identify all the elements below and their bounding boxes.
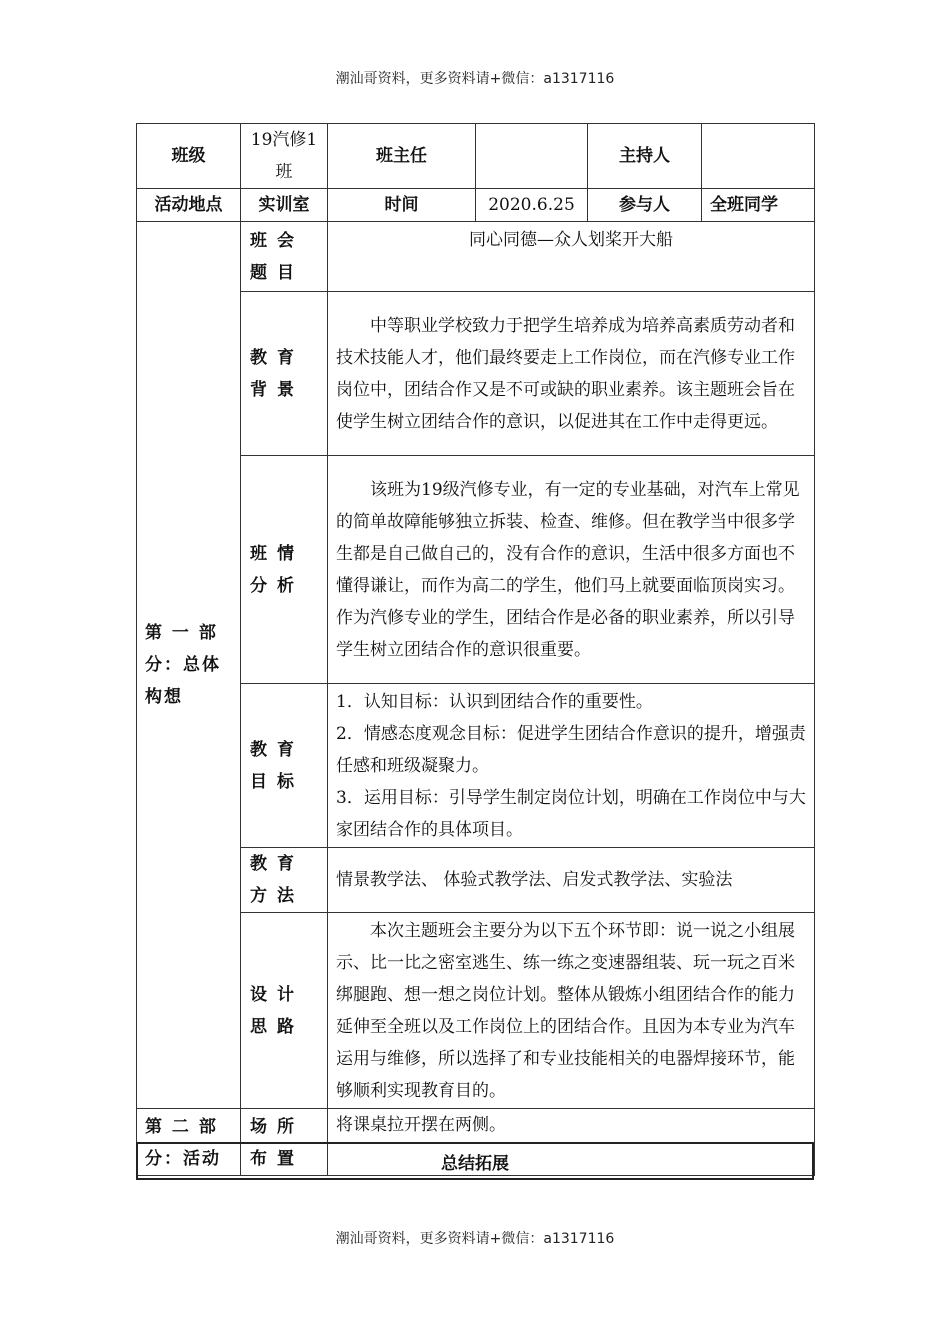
place-label: 活动地点 xyxy=(137,189,241,222)
part1-label: 第 一 部 分：总体构想 xyxy=(137,222,241,1109)
participants-value: 全班同学 xyxy=(702,189,815,222)
watermark-bottom: 潮汕哥资料，更多资料请+微信：a1317116 xyxy=(335,1231,615,1247)
venue-label: 场所布置 xyxy=(241,1109,328,1176)
teacher-value xyxy=(476,124,588,189)
design-label: 设计思路 xyxy=(241,913,328,1109)
background-label: 教育背景 xyxy=(241,292,328,456)
place-value: 实训室 xyxy=(241,189,328,222)
host-label: 主持人 xyxy=(588,124,702,189)
class-meeting-plan-table xyxy=(136,123,815,1176)
class-value: 19汽修1班 xyxy=(241,124,328,189)
goal-item: 2．情感态度观念目标：促进学生团结合作意识的提升，增强责任感和班级凝聚力。 xyxy=(336,723,806,776)
goals-list xyxy=(328,684,815,848)
goals-label: 教育目标 xyxy=(241,684,328,848)
topic-label: 班会题目 xyxy=(241,222,328,292)
methods-label: 教育方法 xyxy=(241,848,328,913)
topic-value: 同心同德—众人划桨开大船 xyxy=(328,222,815,292)
class-label: 班级 xyxy=(137,124,241,189)
background-value: 中等职业学校致力于把学生培养成为培养高素质劳动者和技术技能人才，他们最终要走上工作岗位，而在汽修专业工作岗位中，团结合作又是不可或缺的职业素养。该主题班会旨在使学生树立团结合作的意识，以促进其在工作中走得更远。 xyxy=(328,292,815,456)
part2-label: 第 二 部 分：活动 xyxy=(137,1109,241,1176)
participants-label: 参与人 xyxy=(588,189,702,222)
watermark-top: 潮汕哥资料，更多资料请+微信：a1317116 xyxy=(335,71,615,87)
goal-item: 3．运用目标：引导学生制定岗位计划，明确在工作岗位中与大家团结合作的具体项目。 xyxy=(336,787,806,840)
analysis-label: 班情分析 xyxy=(241,456,328,684)
summary-table xyxy=(136,1142,814,1180)
design-value: 本次主题班会主要分为以下五个环节即：说一说之小组展示、比一比之密室逃生、练一练之变速器组装、玩一玩之百米绑腿跑、想一想之岗位计划。整体从锻炼小组团结合作的能力延伸至全班以及工作岗位上的团结合作。且因为本专业为汽车运用与维修，所以选择了和专业技能相关的电器焊接环节，能够顺利实现教育目的。 xyxy=(328,913,815,1109)
analysis-value: 该班为19级汽修专业，有一定的专业基础，对汽车上常见的简单故障能够独立拆装、检查、维修。但在教学当中很多学生都是自己做自己的，没有合作的意识，生活中很多方面也不懂得谦让，而作为高二的学生，他们马上就要面临顶岗实习。作为汽修专业的学生，团结合作是必备的职业素养，所以引导学生树立团结合作的意识很重要。 xyxy=(328,456,815,684)
teacher-label: 班主任 xyxy=(328,124,476,189)
goal-item: 1．认知目标：认识到团结合作的重要性。 xyxy=(336,691,653,712)
host-value xyxy=(702,124,815,189)
methods-value: 情景教学法、 体验式教学法、启发式教学法、实验法 xyxy=(328,848,815,913)
time-label: 时间 xyxy=(328,189,476,222)
venue-value: 将课桌拉开摆在两侧。 xyxy=(328,1109,815,1176)
time-value: 2020.6.25 xyxy=(476,189,588,222)
summary-label: 总结拓展 xyxy=(137,1143,813,1179)
